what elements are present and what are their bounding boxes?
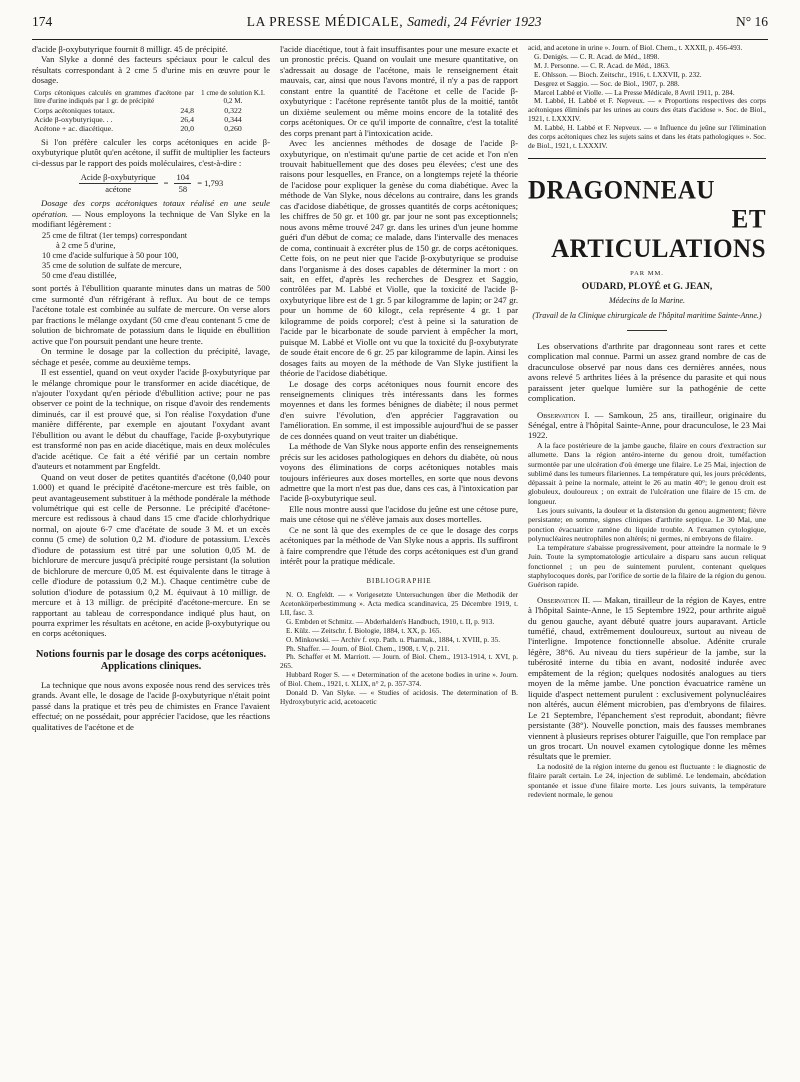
fraction-right	[174, 172, 191, 194]
divider	[627, 330, 667, 331]
list-item: 25 cme de filtrat (1er temps) correspondant	[42, 231, 188, 241]
observation-label: Observation II.	[537, 594, 591, 605]
paragraph: Quand on veut doser de petites quantités d'acétone (0,040 pour 1.000) et quand le précipité d'acétone-mercure est très faible, on peut avantageusement substituer à la méthode pondérale la méthode volumétrique qui est celle de Personne. Le précipité d'acétone-mercure est redissous à chaud dans 15 cme d'acide chlorhydrique normal, on ajoute 6-7 cme d'acétate de soude 3 M. et un excès connu (5 cme) de solution 0,2 M. d'iodure de potassium. L'excès d'iodure de potassium est titré par une solution 0,05 M. de bichlorure de mercure jusqu'à précipité rouge persistant (la solution de bichlorure de mercure 0,05 M. est équivalente dans le titrage à celle d'iodure de potassium 0,2 M.). Chaque centimètre cube de solution d'iodure de potassium 0,2 M. équivaut à 10 milligr. de mercure et à 13 milligr. de précipité d'acétone-mercure. En se rapportant au tableau de correspondance indiqué plus haut, on pourra exprimer les résultats en acétone, en acide β-oxybutyrique ou en corps acétoniques.	[32, 471, 270, 639]
row-value-a: 26,4	[180, 115, 194, 125]
paragraph: Les observations d'arthrite par dragonneau sont rares et cette complication mal connue. Parmi un assez grand nombre de cas de dracunculose observé par nous dans ces dernières années, nous avons relevé 5 arthrites liées à la présence du parasite et qui nous paraissent jeter quelque lumière sur la pathogénie de cette complication.	[528, 340, 766, 404]
bibliography-entry: Marcel Labbé et Violle. — La Presse Médicale, 8 Avril 1911, p. 284.	[534, 87, 735, 97]
bibliography-entry: M. Labbé, H. Labbé et F. Nepveux. — « Proportions respectives des corps acétoniques éliminés par les urines au cours des états d'acidose ». Soc. de Biol., 1921, t. LXXXIV.	[528, 96, 766, 124]
work-origin: (Travail de la Clinique chirurgicale de l'hôpital maritime Sainte-Anne.)	[532, 311, 762, 321]
list-item: à 2 cme 5 d'urine,	[56, 241, 116, 251]
bibliography-entry: Ph. Schaffer et M. Marriott. — Journ. of Biol. Chem., 1913-1914, t. XVI, p. 265.	[280, 652, 518, 671]
row-value-a: 24,8	[180, 105, 194, 115]
bibliography-entry: E. Külz. — Zeitschr. f. Biologie, 1884, t. XX, p. 165.	[286, 625, 442, 635]
paragraph: On termine le dosage par la collection du précipité, lavage, séchage et pesée, comme au deuxième temps.	[32, 346, 270, 367]
paragraph: Il est essentiel, quand on veut oxyder l'acide β-oxybutyrique par le mélange chromique pour le transformer en acide diacétique, de n'ajouter l'oxydant qu'en période d'ébullition active; pour ne pas observer ce point de la technique, on risque d'avoir des rendements diminués, car il est prouvé que, si l'on réalise l'oxydation d'une manière différente, par exemple en ajoutant l'oxydant avant l'ébullition ou avant le début du chauffage, l'acide β-oxybutyrique est transformé non pas en acide diacétique, mais en deux molécules d'acide acétique. Ce fait a été vérifié par un certain nombre d'auteurs et notamment par Engfeldt.	[32, 367, 270, 472]
paragraph: d'acide β-oxybutyrique fournit 8 milligr. 45 de précipité.	[32, 44, 228, 54]
paragraph: A la face postérieure de la jambe gauche, filaire en cours d'extraction sur allumette. Dans la région antéro-interne du genou droit, tuméfaction surmontée par une ulcération d'où émerge une filaire. Le 25 Mai, injection de sublimé dans les tumeurs filariennes. La température qui, les jours précédents, dépassait à peine la normale, atteint le 26 au matin 40°; le genou droit est globuleux, douloureux ; on extrait de l'ulcération une filaire de 15 cm. de longueur.	[528, 440, 766, 506]
paragraph	[528, 595, 766, 762]
running-header	[32, 14, 768, 40]
paragraph: La méthode de Van Slyke nous apporte enfin des renseignements précis sur les acidoses pathologiques en dehors du diabète, où nous voyons des éliminations de corps acétoniques notables mais toujours inférieures aux doses mortelles, en sorte que nous devons admettre que la mort n'est pas due, dans ces cas, à l'intoxication par l'acide β-oxybutyrique seul.	[280, 441, 518, 504]
paragraph: l'acide diacétique, tout à fait insuffisantes pour une mesure exacte et un pronostic précis. Quand on voulait une mesure quantitative, on s'adressait au dosage de l'acétone, mais le renseignement était mauvais, car, ainsi que nous l'avons montré, il n'y a pas de rapport constant entre la quantité de l'acétone et celle de l'acide β-oxybutyrique : l'acétone représente tantôt plus de la moitié, tantôt un dixième seulement ou même moins encore de la totalité des corps acétoniques. Or ce qu'il importe de connaître, c'est la totalité des corps prenant part à l'intoxication acide.	[280, 44, 518, 138]
bibliography-entry: Ph. Shaffer. — Journ. of Biol. Chem., 1908, t. V, p. 211.	[286, 643, 450, 653]
row-value-b: 0,260	[224, 124, 242, 134]
paragraph	[32, 198, 270, 229]
row-label: Acide β-oxybutyrique. . .	[34, 115, 113, 125]
italic-lead: Dosage des corps acétoniques totaux réalisé en une seule opération.	[32, 198, 270, 219]
bibliography-entry: O. Minkowski. — Archiv f. exp. Path. u. Pharmak., 1884, t. XVIII, p. 35.	[286, 634, 501, 644]
paragraph: Les jours suivants, la douleur et la distension du genou augmentent; fièvre persistante; en somme, signes cliniques d'arthrite septique. Le 30 Mai, une ponction évacuatrice ramène du liquide trouble. A l'examen cytologique, polynucléaires neutrophiles non altérés; ni germes, ni embryons de filaire.	[528, 505, 766, 543]
journal-name: LA PRESSE MÉDICALE	[246, 14, 400, 29]
bibliography-entry: Donald D. Van Slyke. — « Studies of acidosis. The determination of B. Hydroxybutyric acid, acetoacetic	[280, 688, 518, 706]
bibliography-entry: acid, and acetone in urine ». Journ. of Biol. Chem., t. XXXII, p. 456-493.	[528, 44, 743, 52]
bibliography-title: BIBLIOGRAPHIE	[366, 577, 432, 585]
formula-result: = 1,793	[197, 177, 224, 188]
numerator: Acide β-oxybutyrique	[80, 172, 156, 183]
table-row	[32, 115, 270, 124]
conversion-table	[32, 89, 270, 134]
issue-date: Samedi, 24 Février 1923	[407, 14, 542, 29]
article-divider	[528, 158, 766, 159]
column-3	[528, 44, 766, 1074]
bibliography	[280, 591, 518, 707]
authors: OUDARD, PLOYÉ et G. JEAN,	[581, 282, 713, 293]
row-label: Acétone + ac. diacétique.	[34, 124, 114, 134]
page-number: 174	[32, 14, 53, 29]
authors-prefix: PAR MM.	[630, 269, 664, 277]
table-row	[32, 106, 270, 115]
row-value-b: 0,322	[224, 105, 242, 115]
bibliography-entry: M. Labbé, H. Labbé et F. Nepveux. — « Influence du jeûne sur l'élimination des corps acétoniques chez les sujets sains et dans les états pathologiques ». Soc. de Biol., 1921, t. LXXXIV.	[528, 123, 766, 150]
paragraph: Elle nous montre aussi que l'acidose du jeûne est une cétose pure, mais une cétose qui ne s'élève jamais aux doses mortelles.	[280, 503, 518, 525]
affiliation: Médecins de la Marine.	[609, 295, 685, 305]
paragraph: La technique que nous avons exposée nous rend des services très grands. Avant elle, le dosage de l'acide β-oxybutyrique n'était point passé dans la pratique et très peu de chimistes en France l'avaient effectué; on ne possédait, pour apprécier l'acidose, que les réactions qualitatives de l'acétone et de	[32, 679, 270, 732]
bibliography-entry: M. J. Personne. — C. R. Acad. de Méd., 1863.	[534, 60, 670, 70]
row-value-a: 20,0	[180, 124, 194, 134]
table-header-right: 1 cme de solution K.I. 0,2 M.	[201, 88, 265, 106]
bibliography-entry: Desgrez et Saggio. — Soc. de Biol., 1907, p. 288.	[534, 78, 680, 88]
paragraph: Si l'on préfère calculer les corps acétoniques en acide β-oxybutyrique plutôt qu'en acétone, il suffit de multiplier les facteurs ci-dessus par le rapport des poids moléculaires, c'est-à-dire :	[32, 136, 270, 168]
row-label: Corps acétoniques totaux.	[34, 105, 115, 115]
fraction-left	[79, 172, 158, 194]
paragraph-text: — Makan, tirailleur de la région de Kayes, entre à l'hôpital Sainte-Anne, le 15 Septembre 1922, pour arthrite aiguë du genou gauche, ayant débuté quatre jours auparavant. Article tuméfié, chaud, extrêmement douloureux, surtout au niveau de l'interligne. Impotence fonctionnelle absolue. Adénite crurale légère, 38°6. Au niveau du tiers supérieur de la jambe, sur la tubérosité interne du tibia en avant, nodosité indurée avec empâtement de la région; quelques nodosités analogues au tiers moyen de la même jambe. Une ponction évacuatrice ramène un liquide d'aspect nettement purulent : exclusivement polynucléaires non altérés, aucun élément microbien, pas d'embryons de filaires. Le 21 Septembre, l'épanchement s'est reproduit, abondant; fièvre persistante (38°). Nouvelle ponction, mais des fausses membranes viennent à plusieurs reprises obturer l'aiguille, que l'on remplace par un gros trocart. Un nouvel examen cytologique donne les mêmes résultats que le premier.	[528, 594, 766, 762]
paragraph: Avec les anciennes méthodes de dosage de l'acide β-oxybutyrique, on n'estimait qu'une partie de cet acide et l'on n'en trouvait habituellement que des doses peu élevées; c'est une des raisons pour lesquelles, en France, on a longtemps rejeté la théorie de l'acidose pour expliquer la genèse du coma diabétique. Avec la méthode de Van Slyke, nous décelons au contraire, dans les grands cas d'acidose diabétique, de grosses quantités de corps acétoniques; les chiffres de 50 gr. et 100 gr. par jour ne sont pas exceptionnels; nous avons même trouvé 247 gr. dans les urines d'un jeune homme guéri d'un début de coma; ce malade, dans l'intervalle des menaces de coma, continuait à excréter plus de 150 gr. de corps acétoniques. Cette fois, on ne peut nier que l'acide β-oxybutyrique se produise dans l'organisme à des doses capables de déterminer la mort : on sait, en effet, d'après les recherches de Desgrez et Saggio, contrôlées par M. Labbé et Violle, que la toxicité de l'acide β-oxybutyrique libre est de 1 gr. 5 par kilogramme de lapin; or 247 gr. pour un homme de 60 kilogr., cela représente 4 gr. 1 par kilogramme de poids corporel; c'est à peine si la saturation de l'acide par le bicarbonate de soude parvient à empêcher la mort, puisque M. Labbé et Violle ont vu que la toxicité du β-oxybutyrate de soude était encore de 6 gr. 25 par kilogramme de lapin. Ainsi les dosages faits au moyen de la méthode de Van Slyke justifient la théorie de l'acidose diabétique.	[280, 138, 518, 379]
denominator: 58	[178, 183, 188, 194]
reagent-list	[42, 231, 270, 281]
observation-label: Observation I.	[537, 409, 590, 420]
section-title: Notions fournis par le dosage des corps acétoniques. Applications cliniques.	[35, 648, 267, 673]
article-title-line-2: ET ARTICULATIONS	[551, 205, 766, 264]
numerator: 104	[176, 172, 190, 183]
paragraph: sont portés à l'ébullition quarante minutes dans un matras de 500 cme surmonté d'un réfrigérant à reflux. Au bout de ce temps l'acétone totale est combinée au sulfate de mercure. On verse alors par fractions le mélange oxydant (50 cme d'eau contenant 5 cme de solution de bichromate de potassium dans le liquide en ébullition active que l'on poursuit pendant une heure trente.	[32, 283, 270, 346]
column-2	[280, 44, 518, 1074]
bibliography-entry: G. Denigès. — C. R. Acad. de Méd., 1898.	[534, 51, 660, 61]
bibliography-entry: E. Ohlsson. — Bioch. Zeitschr., 1916, t. LXXVII, p. 232.	[534, 69, 702, 79]
paragraph-text: — Samkoun, 25 ans, tirailleur, originaire du Sénégal, entre à l'hôpital Sainte-Anne, pour dracunculose, le 23 Mai 1922.	[528, 409, 766, 441]
paragraph: Le dosage des corps acétoniques nous fournit encore des renseignements cliniques très intéressants dans les formes moyennes et dans les formes bénignes de diabète; il nous permet d'en suivre l'évolution, d'en apprécier l'aggravation ou l'amélioration. En somme, il est impossible aujourd'hui de se passer de ces données quand on veut traiter un diabétique.	[280, 378, 518, 441]
issue-number: N° 16	[735, 14, 768, 29]
list-item: 35 cme de solution de sulfate de mercure,	[42, 261, 182, 271]
column-1	[32, 44, 270, 1074]
header-center: LA PRESSE MÉDICALE, Samedi, 24 Février 1923	[246, 14, 542, 29]
bibliography-entry: N. O. Engfeldt. — « Vorigesetzte Untersuchungen über die Methodik der Acetonkörperbestimmung ». Acta medica scandinavica, 25 Décembre 1919, t. LII, fasc. 3.	[280, 590, 518, 617]
table-header-left: Corps cétoniques calculés en grammes d'acétone par litre d'urine indiqués par 1 gr. de précipité	[34, 88, 194, 106]
article-title-line-1: DRAGONNEAU	[528, 176, 715, 205]
paragraph: La nodosité de la région interne du genou est fluctuante : le diagnostic de filaire paraît certain. Le 24, injection de sublimé. Le lendemain, abcédation spontanée et issue d'une filaire morte. Les jours suivants, la température redevient normale, le genou	[528, 761, 766, 799]
table-row	[32, 124, 270, 133]
row-value-b: 0,344	[224, 115, 242, 125]
paragraph	[528, 410, 766, 441]
columns	[32, 44, 768, 1074]
list-item: 10 cme d'acide sulfurique à 50 pour 100,	[42, 251, 179, 261]
bibliography-entry: G. Embden et Schmitz. — Abderhalden's Handbuch, 1910, t. II, p. 913.	[286, 616, 495, 626]
paragraph: Ce ne sont là que des exemples de ce que le dosage des corps acétoniques par la méthode de Van Slyke nous a appris. Ils suffiront à faire comprendre que l'étude des corps acétoniques est d'un grand intérêt pour la pratique médicale.	[280, 524, 518, 567]
bibliography-entry: Hubbard Roger S. — « Determination of the acetone bodies in urine ». Journ. of Biol. Chem., 1921, t. XLIX, n° 2, p. 357-374.	[280, 670, 518, 689]
list-item: 50 cme d'eau distillée,	[42, 271, 117, 281]
bibliography-continued	[528, 44, 766, 151]
paragraph: La température s'abaisse progressivement, pour atteindre la normale le 9 Juin. Toute la symptomatologie articulaire a disparu sans aucun reliquat fonctionnel ; un peu de suintement purulent, contenant quelques staphylocoques dorés, par l'orifice de sortie de la filaire de la région du genou. Guérison rapide.	[528, 543, 766, 590]
molecular-ratio-formula	[32, 172, 270, 194]
paragraph-text: — Nous employons la technique de Van Slyke en la modifiant légèrement :	[32, 208, 270, 230]
equals-sign: =	[163, 177, 169, 188]
denominator: acétone	[105, 183, 132, 194]
paragraph: Van Slyke a donné des facteurs spéciaux pour le calcul des résultats correspondant à 2 cme 5 d'urine mis en œuvre pour le dosage.	[32, 54, 270, 86]
